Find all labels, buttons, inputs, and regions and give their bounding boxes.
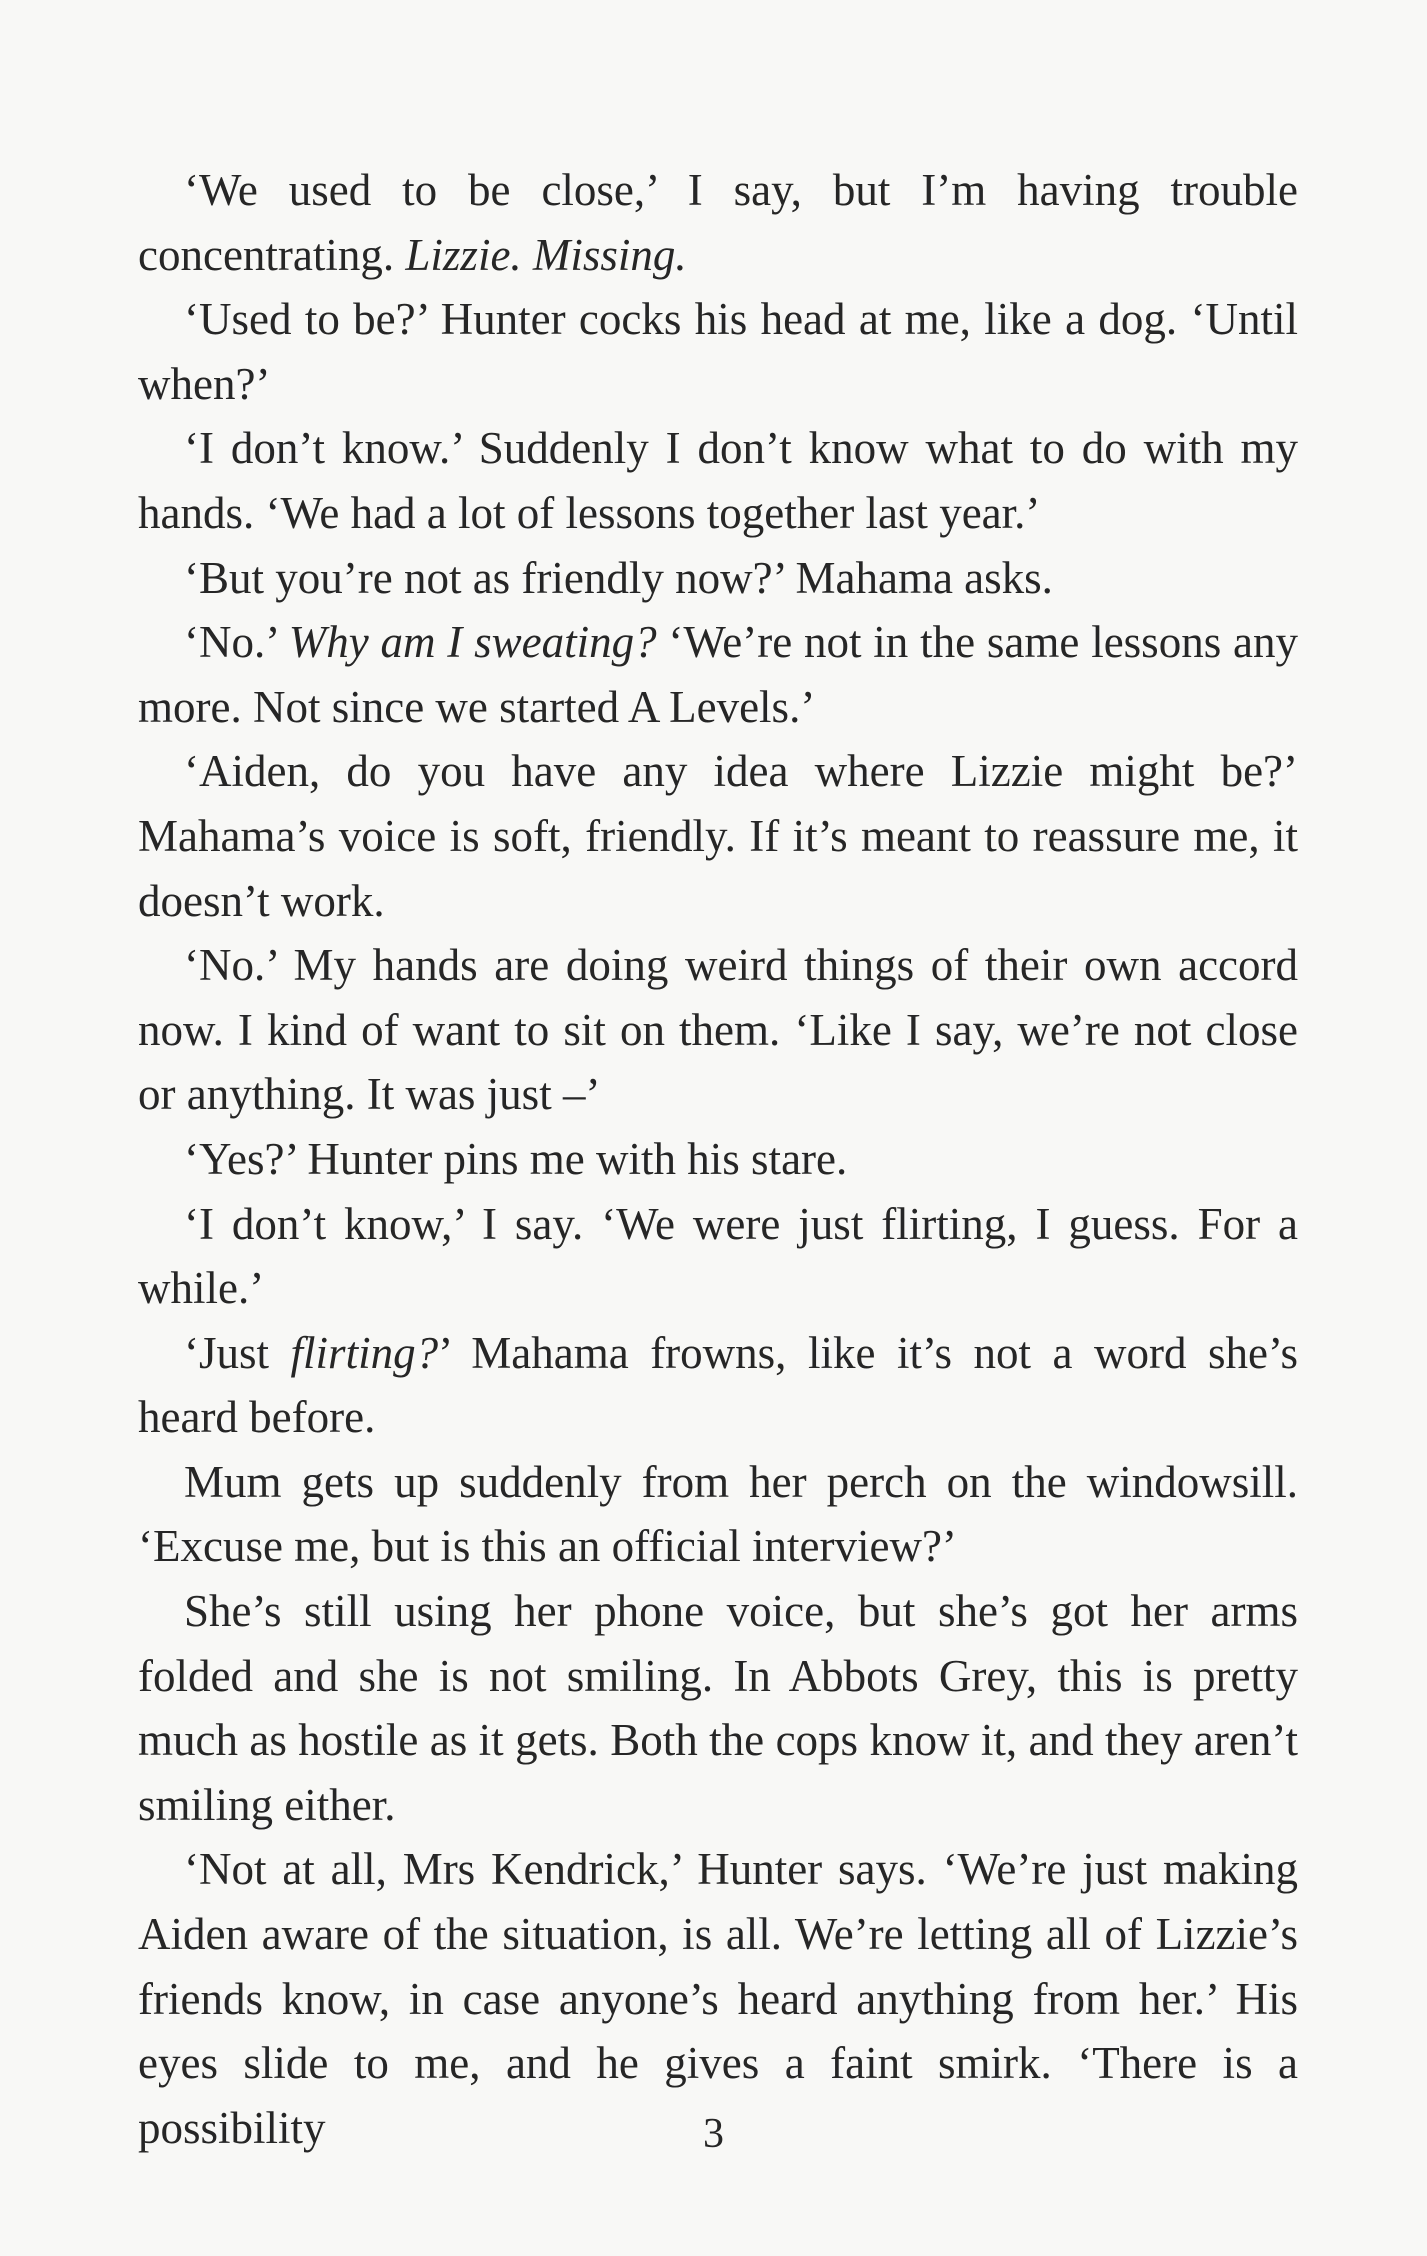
paragraph: ‘We used to be close,’ I say, but I’m having trouble concentrating. Lizzie. Missing. <box>138 165 1298 280</box>
paragraph: Mum gets up suddenly from her perch on the windowsill. ‘Excuse me, but is this an official interview?’ <box>138 1456 1298 1572</box>
paragraph: ‘No.’ My hands are doing weird things of their own accord now. I kind of want to sit on them. ‘Like I say, we’re not close or anything. It was just –’ <box>138 940 1298 1120</box>
paragraph: ‘I don’t know.’ Suddenly I don’t know what to do with my hands. ‘We had a lot of lessons together last year.’ <box>138 423 1298 538</box>
paragraph: ‘Yes?’ Hunter pins me with his stare. <box>184 1133 848 1184</box>
paragraph: ‘No.’ Why am I sweating? ‘We’re not in the same lessons any more. Not since we started A Levels.’ <box>138 617 1298 732</box>
paragraph: ‘I don’t know,’ I say. ‘We were just flirting, I guess. For a while.’ <box>138 1198 1298 1314</box>
paragraph: ‘Just flirting?’ Mahama frowns, like it’s not a word she’s heard before. <box>138 1327 1298 1443</box>
page-number: 3 <box>703 2111 724 2157</box>
body-text <box>138 158 1298 2160</box>
paragraph: She’s still using her phone voice, but she’s got her arms folded and she is not smiling. In Abbots Grey, this is pretty much as hostile as it gets. Both the cops know it, and they aren’t smiling either. <box>138 1586 1298 1830</box>
paragraph: ‘Not at all, Mrs Kendrick,’ Hunter says. ‘We’re just making Aiden aware of the situation, is all. We’re letting all of Lizzie’s friends know, in case anyone’s heard anything from her.’ His eyes slide to me, and he gives a faint smirk. ‘There is a possibility <box>138 1844 1298 2153</box>
paragraph: ‘But you’re not as friendly now?’ Mahama asks. <box>184 552 1053 603</box>
paragraph: ‘Used to be?’ Hunter cocks his head at me, like a dog. ‘Until when?’ <box>138 294 1298 409</box>
paragraph: ‘Aiden, do you have any idea where Lizzie might be?’ Mahama’s voice is soft, friendly. If it’s meant to reassure me, it doesn’t work. <box>138 746 1298 926</box>
